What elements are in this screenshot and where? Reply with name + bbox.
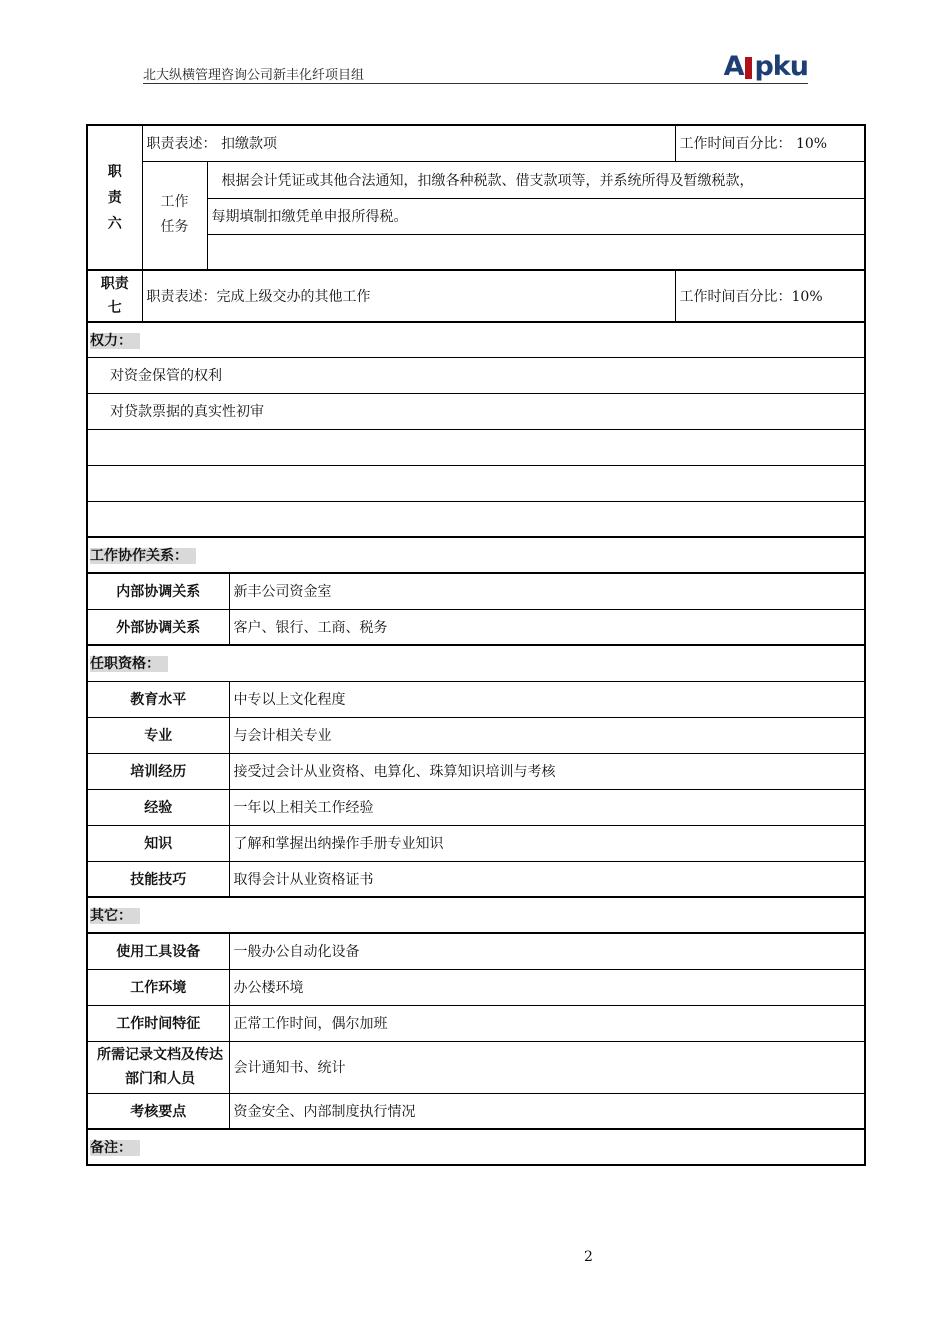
- qualification-label: 培训经历: [87, 753, 229, 789]
- duty6-task-line-1: 根据会计凭证或其他合法通知，扣缴各种税款、借支款项等，并系统所得及暂缴税款，: [207, 161, 865, 198]
- qualification-value: 接受过会计从业资格、电算化、珠算知识培训与考核: [229, 753, 865, 789]
- duty6-time-percentage: 工作时间百分比： 10%: [675, 125, 865, 161]
- relations-value: 客户、银行、工商、税务: [229, 609, 865, 645]
- others-label: 所需记录文档及传达部门和人员: [87, 1041, 229, 1093]
- qualification-value: 与会计相关专业: [229, 717, 865, 753]
- qualification-label: 专业: [87, 717, 229, 753]
- relations-label: 外部协调关系: [87, 609, 229, 645]
- duty6-task-label: 工作任务: [142, 161, 207, 270]
- header-title: 北大纵横管理咨询公司新丰化纤项目组: [143, 68, 365, 83]
- qualification-value: 一年以上相关工作经验: [229, 789, 865, 825]
- duty6-task-row-1: [87, 161, 865, 198]
- powers-item-row: [87, 357, 865, 393]
- others-value: 一般办公自动化设备: [229, 933, 865, 969]
- relations-section-row: [87, 537, 865, 573]
- powers-section-row: [87, 322, 865, 357]
- powers-empty-row: [87, 429, 865, 465]
- qualification-value: 了解和掌握出纳操作手册专业知识: [229, 825, 865, 861]
- duty7-row: [87, 270, 865, 322]
- others-row: [87, 1005, 865, 1041]
- qualification-value: 取得会计从业资格证书: [229, 861, 865, 897]
- powers-empty-cell: [87, 465, 865, 501]
- others-value: 会计通知书、统计: [229, 1041, 865, 1093]
- others-value: 正常工作时间，偶尔加班: [229, 1005, 865, 1041]
- qualification-row: [87, 825, 865, 861]
- job-description-table: [86, 124, 866, 1166]
- qualification-label: 教育水平: [87, 681, 229, 717]
- others-value: 资金安全、内部制度执行情况: [229, 1093, 865, 1129]
- powers-empty-cell: [87, 429, 865, 465]
- relations-row: [87, 573, 865, 609]
- powers-empty-row: [87, 501, 865, 537]
- qualification-label: 经验: [87, 789, 229, 825]
- powers-empty-row: [87, 465, 865, 501]
- powers-item-row: [87, 393, 865, 429]
- logo-letters-pku: pku: [754, 51, 808, 82]
- others-row: [87, 933, 865, 969]
- remarks-section-row: [87, 1129, 865, 1165]
- others-section-row: [87, 897, 865, 933]
- duty6-task-line-2: 每期填制扣缴凭单申报所得税。: [207, 198, 865, 234]
- qualification-label: 技能技巧: [87, 861, 229, 897]
- qualifications-title: 任职资格：: [87, 645, 865, 681]
- qualification-label: 知识: [87, 825, 229, 861]
- others-label: 使用工具设备: [87, 933, 229, 969]
- logo-letter-a: A: [723, 51, 744, 82]
- powers-title: 权力：: [87, 322, 865, 357]
- relations-row: [87, 609, 865, 645]
- qualification-row: [87, 789, 865, 825]
- others-label: 工作环境: [87, 969, 229, 1005]
- company-logo: [723, 51, 808, 82]
- header-divider: [143, 83, 808, 84]
- others-label: 考核要点: [87, 1093, 229, 1129]
- qualification-row: [87, 717, 865, 753]
- page-number: 2: [584, 1249, 593, 1265]
- logo-bar-icon: [745, 57, 752, 79]
- powers-item: 对资金保管的权利: [87, 357, 865, 393]
- duty6-task-line-3: [207, 234, 865, 270]
- others-row: [87, 1041, 865, 1093]
- page-header: [143, 51, 808, 86]
- duty7-time-percentage: 工作时间百分比：10%: [675, 270, 865, 322]
- duty7-description: 职责表述：完成上级交办的其他工作: [142, 270, 675, 322]
- qualification-row: [87, 753, 865, 789]
- duty6-label: 职责六: [87, 125, 142, 270]
- others-title: 其它：: [87, 897, 865, 933]
- relations-value: 新丰公司资金室: [229, 573, 865, 609]
- qualification-value: 中专以上文化程度: [229, 681, 865, 717]
- qualifications-section-row: [87, 645, 865, 681]
- others-row: [87, 1093, 865, 1129]
- others-label: 工作时间特征: [87, 1005, 229, 1041]
- others-row: [87, 969, 865, 1005]
- relations-title: 工作协作关系：: [87, 537, 865, 573]
- powers-item: 对贷款票据的真实性初审: [87, 393, 865, 429]
- duty6-description: 职责表述： 扣缴款项: [142, 125, 675, 161]
- remarks-title: 备注：: [87, 1129, 865, 1165]
- qualification-row: [87, 681, 865, 717]
- others-value: 办公楼环境: [229, 969, 865, 1005]
- relations-label: 内部协调关系: [87, 573, 229, 609]
- qualification-row: [87, 861, 865, 897]
- duty7-label: 职责七: [87, 270, 142, 322]
- duty6-header-row: [87, 125, 865, 161]
- powers-empty-cell: [87, 501, 865, 537]
